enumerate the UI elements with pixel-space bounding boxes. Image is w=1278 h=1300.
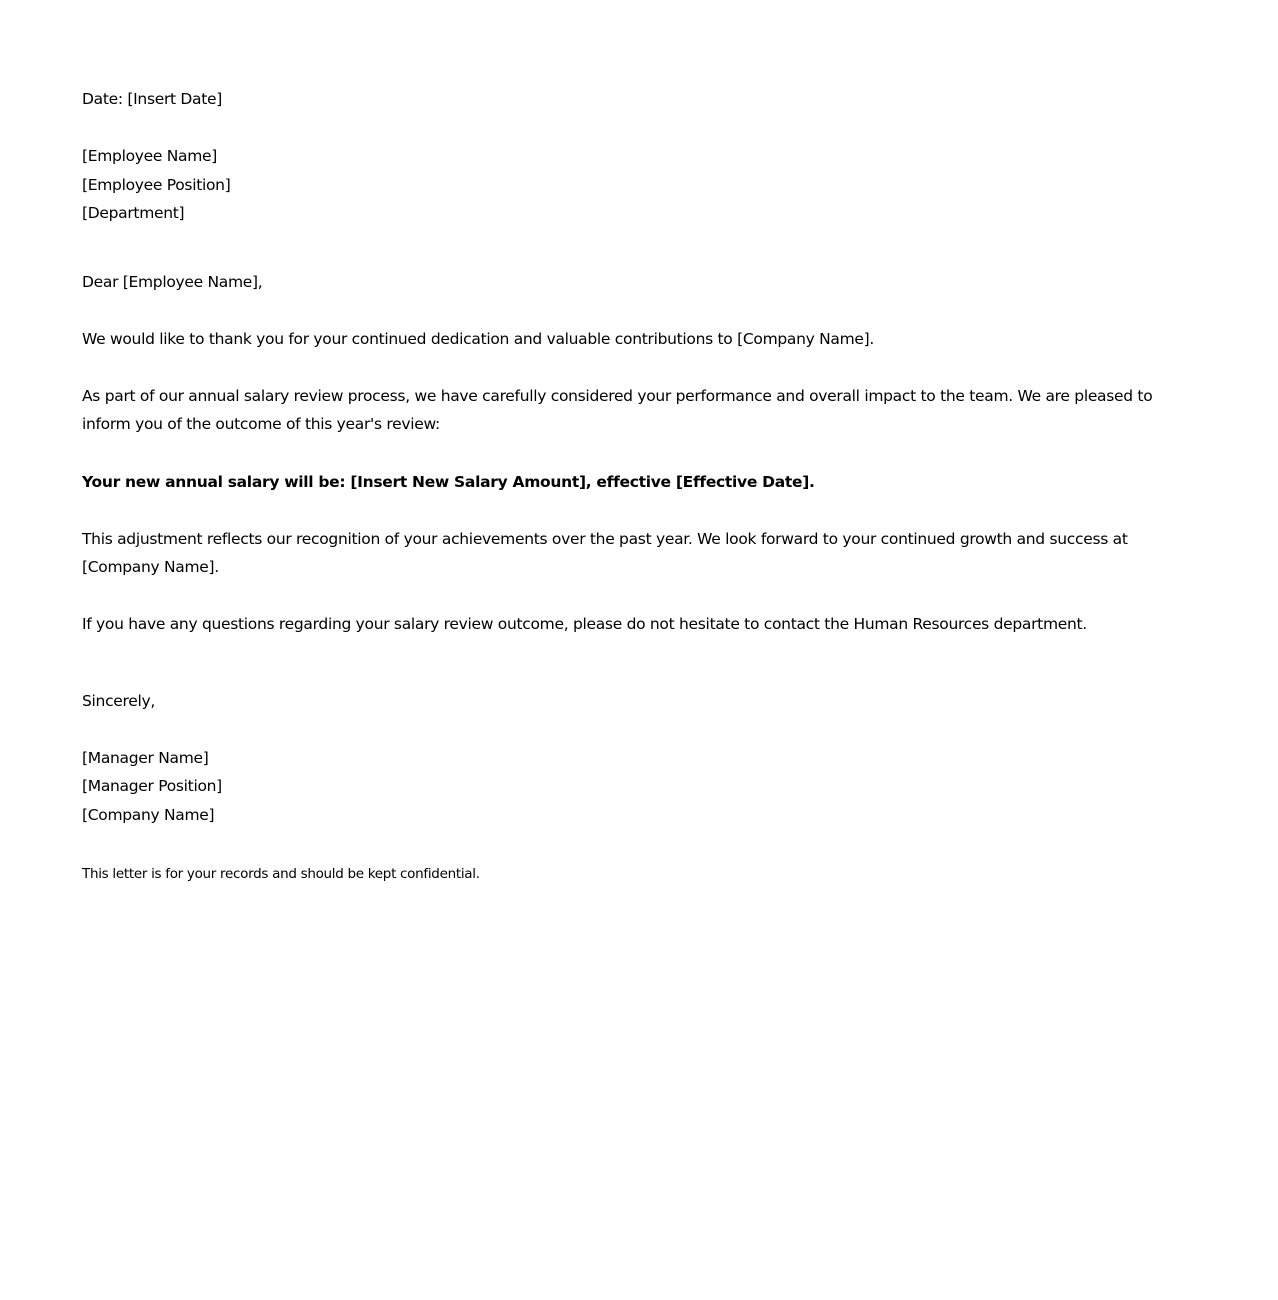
closing: Sincerely,: [82, 692, 156, 710]
recipient-department: [Department]: [82, 204, 185, 222]
salutation: Dear [Employee Name],: [82, 273, 263, 291]
paragraph-review: As part of our annual salary review process, we have carefully considered your performance and overall impact to the team. We are pleased to inform you of the outcome of this year's review:: [82, 387, 1153, 433]
paragraph-questions: If you have any questions regarding your salary review outcome, please do not hesitate to contact the Human Resources department.: [82, 615, 1087, 633]
paragraph-thanks: We would like to thank you for your continued dedication and valuable contributions to [Company Name].: [82, 330, 875, 348]
date-line: Date: [Insert Date]: [82, 90, 223, 108]
paragraph-recognition: This adjustment reflects our recognition of your achievements over the past year. We look forward to your continued growth and success at [Company Name].: [82, 530, 1128, 576]
company-name: [Company Name]: [82, 806, 215, 824]
manager-position: [Manager Position]: [82, 777, 222, 795]
recipient-name: [Employee Name]: [82, 147, 218, 165]
footer-note: This letter is for your records and should be kept confidential.: [82, 866, 480, 882]
salary-statement: Your new annual salary will be: [Insert New Salary Amount], effective [Effective Date].: [82, 473, 815, 491]
recipient-position: [Employee Position]: [82, 176, 231, 194]
manager-name: [Manager Name]: [82, 749, 209, 767]
